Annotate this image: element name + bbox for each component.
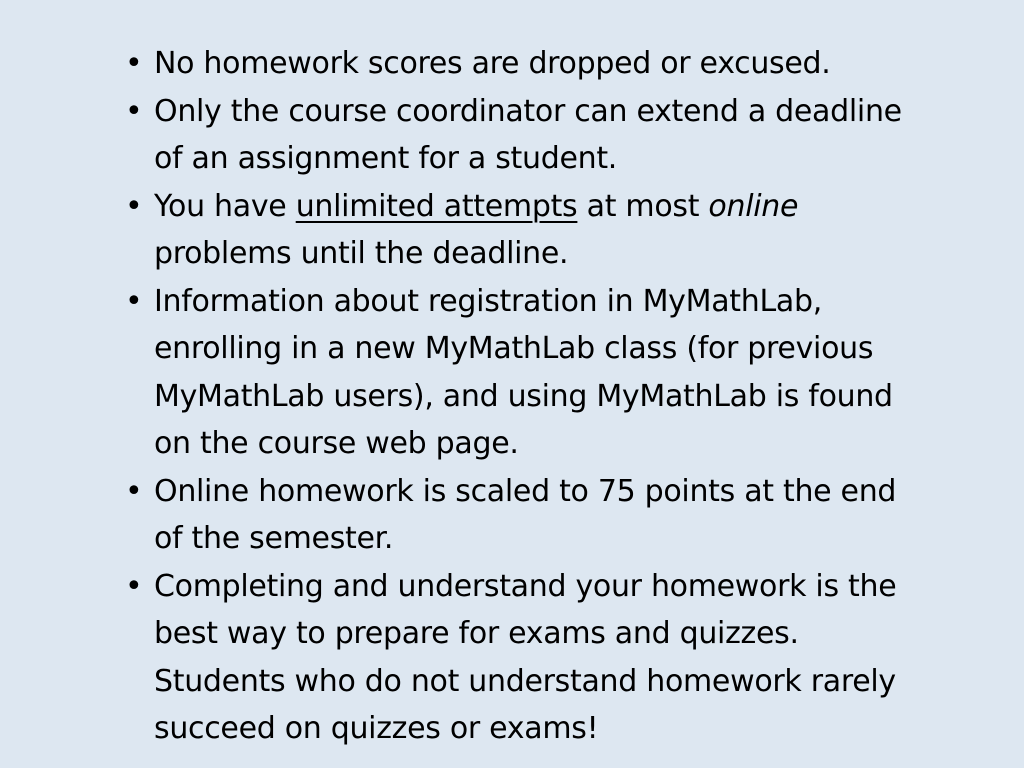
italic-word: online <box>708 188 799 224</box>
bullet-icon: • <box>125 283 143 319</box>
bullet-list <box>121 40 921 753</box>
bullet-text-middle: at most <box>577 188 709 224</box>
bullet-item-deadline-extension <box>121 88 921 183</box>
bullet-item-homework-importance <box>121 563 921 753</box>
bullet-item-no-drops <box>121 40 921 88</box>
bullet-item-attempts <box>121 183 921 278</box>
bullet-icon: • <box>125 46 143 81</box>
underlined-phrase: unlimited attempts <box>295 188 578 224</box>
bullet-text: Online homework is scaled to 75 points at the end of the semester. <box>154 473 897 556</box>
bullet-text: No homework scores are dropped or excused. <box>154 46 831 81</box>
bullet-text-lead: You have <box>154 188 296 224</box>
bullet-icon: • <box>125 473 143 509</box>
bullet-icon: • <box>125 188 143 224</box>
bullet-text-end: problems until the deadline. <box>154 236 569 271</box>
bullet-item-scaling <box>121 468 921 563</box>
bullet-text: Completing and understand your homework is the best way to prepare for exams and quizzes. Students who do not understand homework rarely succeed on quizzes or exams! <box>154 568 897 746</box>
bullet-icon: • <box>125 93 143 129</box>
bullet-text: Information about registration in MyMathLab, enrolling in a new MyMathLab class (for previous MyMathLab users), and using MyMathLab is found on the course web page. <box>154 283 893 461</box>
bullet-text: Only the course coordinator can extend a deadline of an assignment for a student. <box>154 93 902 176</box>
bullet-item-registration-info <box>121 278 921 468</box>
bullet-icon: • <box>125 568 143 604</box>
